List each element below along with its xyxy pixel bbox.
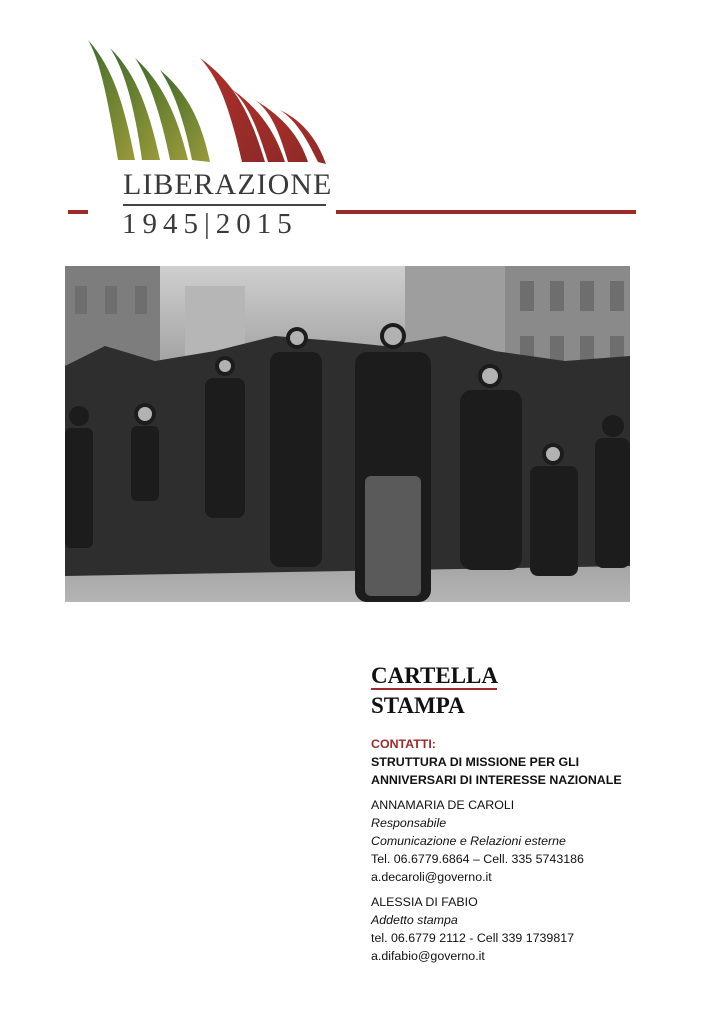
title-line-2: STAMPA: [371, 693, 465, 718]
liberazione-flags-icon: [80, 30, 340, 170]
contact-person: [371, 796, 691, 886]
title-divider: [371, 688, 497, 690]
org-name-line-1: STRUTTURA DI MISSIONE PER GLI: [371, 755, 580, 769]
contact-person: [371, 893, 691, 965]
contact-role: Addetto stampa: [371, 913, 458, 927]
contact-email[interactable]: a.decaroli@governo.it: [371, 870, 492, 884]
header-rule-right: [336, 210, 636, 214]
contact-role: Responsabile: [371, 816, 447, 830]
org-name-line-2: ANNIVERSARI DI INTERESSE NAZIONALE: [371, 773, 622, 787]
crowd-photo-icon: [65, 266, 630, 602]
logo-years: 1945|2015: [122, 208, 298, 240]
historic-photo: [65, 266, 630, 602]
contact-name: ALESSIA DI FABIO: [371, 895, 478, 909]
logo-wordmark: LIBERAZIONE: [123, 168, 333, 201]
contacts-section: [371, 735, 691, 965]
logo: [0, 0, 725, 250]
logo-divider: [123, 204, 326, 206]
title-line-1: CARTELLA: [371, 663, 498, 688]
contact-email[interactable]: a.difabio@governo.it: [371, 949, 485, 963]
page-title: [371, 662, 498, 720]
contact-dept: Comunicazione e Relazioni esterne: [371, 834, 566, 848]
header-rule-left: [68, 210, 88, 214]
contact-name: ANNAMARIA DE CAROLI: [371, 798, 515, 812]
contact-phone: tel. 06.6779 2112 - Cell 339 1739817: [371, 931, 574, 945]
contacts-heading: CONTATTI:: [371, 737, 436, 751]
contact-phone: Tel. 06.6779.6864 – Cell. 335 5743186: [371, 852, 584, 866]
